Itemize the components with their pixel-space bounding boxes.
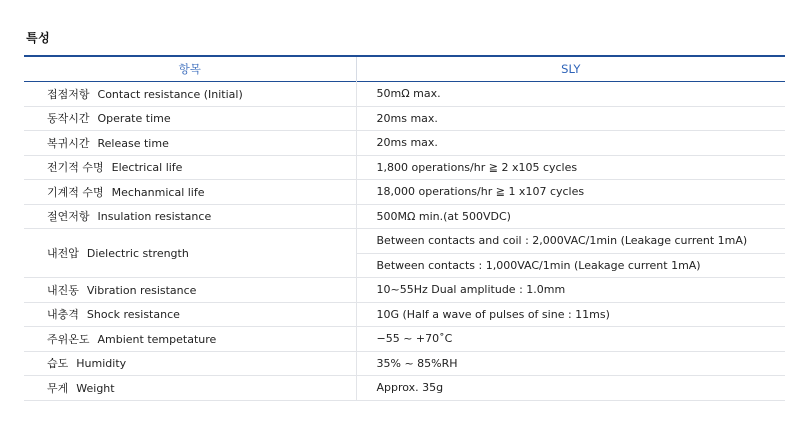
spec-item-english-label: Mechanmical life [111, 185, 205, 199]
spec-value-cell: 1,800 operations/hr ≧ 2 x105 cycles [356, 155, 785, 180]
spec-item-english-label: Humidity [76, 357, 127, 371]
spec-item-cell [24, 106, 356, 131]
table-row [24, 302, 785, 327]
spec-item-korean-label: 절연저항 [47, 210, 90, 224]
spec-value-cell: 10~55Hz Dual amplitude : 1.0mm [356, 278, 785, 303]
spec-value-cell: 500MΩ min.(at 500VDC) [356, 204, 785, 229]
spec-item-korean-label: 습도 [47, 357, 69, 371]
spec-value-cell: 18,000 operations/hr ≧ 1 x107 cycles [356, 180, 785, 205]
spec-item-korean-label: 접점저항 [47, 87, 90, 101]
table-row [24, 278, 785, 303]
section-title: 특성 [26, 31, 51, 45]
spec-item-korean-label: 복귀시간 [47, 136, 90, 150]
table-row [24, 155, 785, 180]
spec-value-cell: Approx. 35g [356, 376, 785, 401]
spec-value-cell: 10G (Half a wave of pulses of sine : 11ms) [356, 302, 785, 327]
spec-item-korean-label: 내전압 [47, 247, 79, 260]
spec-item-korean-label: 무게 [47, 381, 69, 395]
spec-item-korean-label: 전기적 수명 [47, 161, 104, 175]
spec-item-cell [24, 351, 356, 376]
spec-item-cell [24, 278, 356, 303]
table-row [24, 204, 785, 229]
spec-item-korean-label: 동작시간 [47, 112, 90, 126]
spec-value-cell: 20ms max. [356, 131, 785, 156]
table-row [24, 351, 785, 376]
spec-item-cell [24, 82, 356, 107]
table-header-row [24, 56, 785, 82]
spec-table [24, 55, 785, 401]
spec-item-english-label: Operate time [97, 112, 171, 126]
spec-value-cell: 20ms max. [356, 106, 785, 131]
spec-value-cell: −55 ~ +70˚C [356, 327, 785, 352]
spec-item-korean-label: 기계적 수명 [47, 185, 104, 199]
spec-item-english-label: Contact resistance (Initial) [97, 87, 243, 101]
table-row [24, 376, 785, 401]
spec-item-cell [24, 376, 356, 401]
spec-item-cell [24, 204, 356, 229]
column-header-value: SLY [561, 62, 581, 76]
spec-item-english-label: Release time [97, 136, 169, 150]
spec-item-cell [24, 229, 356, 278]
spec-item-cell [24, 327, 356, 352]
spec-item-english-label: Vibration resistance [86, 283, 197, 297]
table-row [24, 327, 785, 352]
table-row [24, 82, 785, 107]
spec-item-korean-label: 주위온도 [47, 332, 90, 346]
spec-item-english-label: Dielectric strength [86, 247, 189, 260]
table-row [24, 180, 785, 205]
table-row [24, 131, 785, 156]
spec-item-english-label: Insulation resistance [97, 210, 212, 224]
table-row [24, 106, 785, 131]
spec-item-english-label: Ambient tempetature [97, 332, 217, 346]
spec-value-cell: 50mΩ max. [356, 82, 785, 107]
spec-table-body [24, 82, 785, 401]
spec-value-cell: Between contacts : 1,000VAC/1min (Leakage current 1mA) [356, 253, 785, 278]
column-header-item: 항목 [24, 56, 356, 82]
spec-item-korean-label: 내진동 [47, 283, 79, 297]
spec-item-cell [24, 302, 356, 327]
spec-item-english-label: Shock resistance [86, 308, 180, 322]
spec-item-cell [24, 180, 356, 205]
spec-item-cell [24, 131, 356, 156]
spec-value-cell: 35% ~ 85%RH [356, 351, 785, 376]
spec-item-cell [24, 155, 356, 180]
spec-item-korean-label: 내충격 [47, 308, 79, 322]
spec-value-cell: Between contacts and coil : 2,000VAC/1min (Leakage current 1mA) [356, 229, 785, 254]
table-row [24, 229, 785, 254]
spec-item-english-label: Electrical life [111, 161, 183, 175]
spec-item-english-label: Weight [76, 381, 115, 395]
